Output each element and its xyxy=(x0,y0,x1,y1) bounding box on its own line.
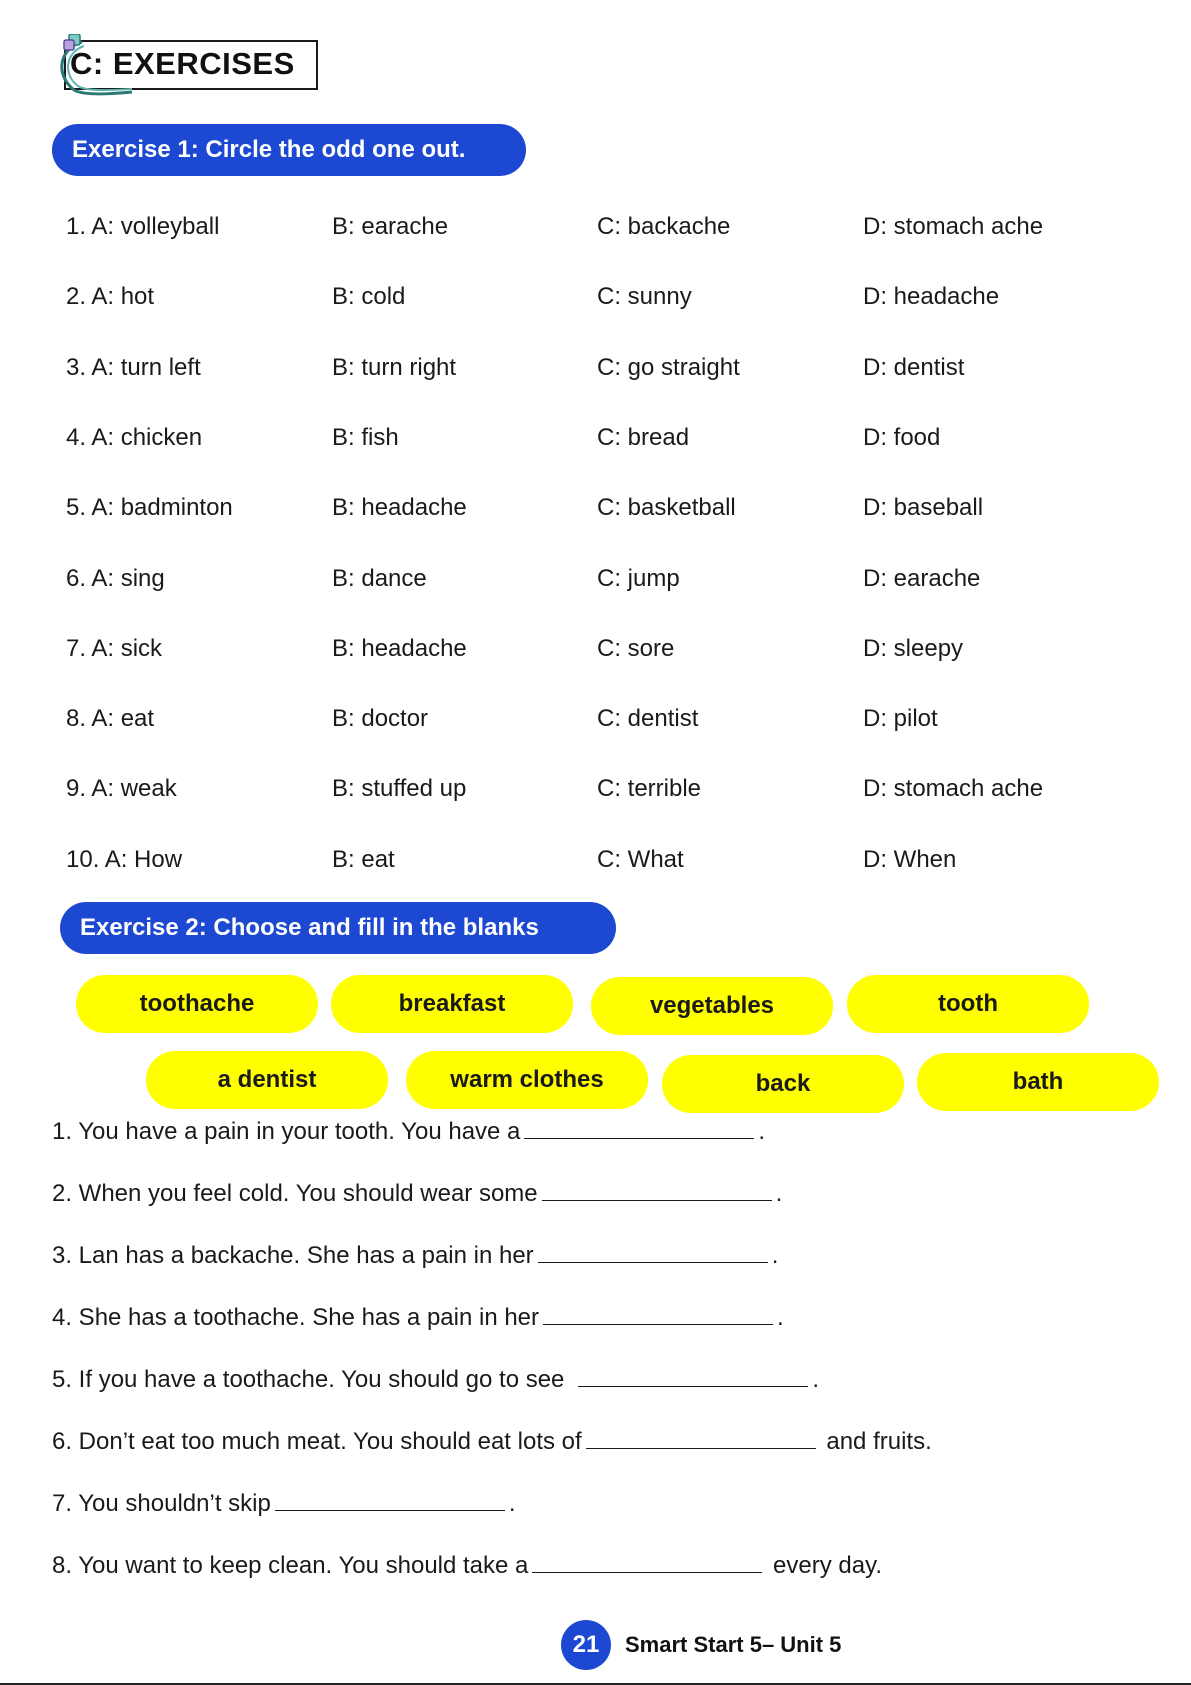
option-a[interactable]: 5. A: badminton xyxy=(66,494,233,522)
answer-blank[interactable] xyxy=(543,1300,773,1325)
option-b[interactable]: B: dance xyxy=(332,564,427,592)
option-a[interactable]: 3. A: turn left xyxy=(66,353,201,381)
option-b[interactable]: B: turn right xyxy=(332,353,457,381)
sentence-text: 8. You want to keep clean. You should take a xyxy=(52,1552,529,1579)
page-number: 21 xyxy=(561,1620,611,1670)
question-row xyxy=(0,494,1191,528)
page-footer xyxy=(561,1620,841,1670)
question-row xyxy=(0,775,1191,809)
sentence-text: 6. Don’t eat too much meat. You should eat lots of xyxy=(52,1428,582,1455)
option-c[interactable]: C: sunny xyxy=(597,283,692,311)
option-a[interactable]: 10. A: How xyxy=(66,845,183,873)
sentence-ending: . xyxy=(775,1180,783,1207)
sentence-item xyxy=(52,1300,784,1332)
question-row xyxy=(0,354,1191,388)
sentence-ending: every day. xyxy=(766,1552,882,1579)
answer-blank[interactable] xyxy=(275,1486,505,1511)
word-bank-item: breakfast xyxy=(331,975,573,1033)
sentence-ending: . xyxy=(812,1366,820,1393)
option-c[interactable]: C: terrible xyxy=(597,775,702,803)
option-d[interactable]: D: baseball xyxy=(863,494,984,522)
question-row xyxy=(0,565,1191,599)
word-bank-item: warm clothes xyxy=(406,1051,648,1109)
sentence-ending: . xyxy=(771,1242,779,1269)
answer-blank[interactable] xyxy=(538,1238,768,1263)
option-b[interactable]: B: headache xyxy=(332,494,467,522)
option-c[interactable]: C: bread xyxy=(597,423,690,451)
word-bank-item: tooth xyxy=(847,975,1089,1033)
sentence-item xyxy=(52,1486,516,1518)
sentence-ending: . xyxy=(508,1490,516,1517)
option-d[interactable]: D: earache xyxy=(863,564,981,592)
option-d[interactable]: D: pilot xyxy=(863,705,938,733)
sentence-item xyxy=(52,1176,782,1208)
sentence-item xyxy=(52,1238,778,1270)
answer-blank[interactable] xyxy=(542,1176,772,1201)
option-b[interactable]: B: cold xyxy=(332,283,406,311)
section-title: C: EXERCISES xyxy=(70,46,295,81)
question-row xyxy=(0,213,1191,247)
answer-blank[interactable] xyxy=(524,1114,754,1139)
sentence-ending: . xyxy=(758,1118,766,1145)
answer-blank[interactable] xyxy=(578,1362,808,1387)
option-b[interactable]: B: eat xyxy=(332,845,395,873)
exercise-2-heading: Exercise 2: Choose and fill in the blanks xyxy=(60,902,616,954)
option-d[interactable]: D: sleepy xyxy=(863,634,964,662)
sentence-ending: and fruits. xyxy=(819,1428,932,1455)
option-b[interactable]: B: headache xyxy=(332,634,467,662)
option-d[interactable]: D: stomach ache xyxy=(863,213,1044,240)
option-a[interactable]: 2. A: hot xyxy=(66,283,155,311)
option-b[interactable]: B: fish xyxy=(332,423,399,451)
option-c[interactable]: C: What xyxy=(597,845,684,873)
option-d[interactable]: D: headache xyxy=(863,283,1000,311)
question-row xyxy=(0,635,1191,669)
sentence-text: 1. You have a pain in your tooth. You have a xyxy=(52,1118,521,1145)
word-bank-item: toothache xyxy=(76,975,318,1033)
option-d[interactable]: D: dentist xyxy=(863,353,965,381)
option-a[interactable]: 7. A: sick xyxy=(66,634,163,662)
option-a[interactable]: 4. A: chicken xyxy=(66,423,203,451)
option-d[interactable]: D: When xyxy=(863,845,957,873)
option-a[interactable]: 1. A: volleyball xyxy=(66,213,220,240)
exercise-1-heading: Exercise 1: Circle the odd one out. xyxy=(52,124,526,176)
option-c[interactable]: C: sore xyxy=(597,634,675,662)
option-b[interactable]: B: earache xyxy=(332,213,449,240)
sentence-text: 2. When you feel cold. You should wear some xyxy=(52,1180,538,1207)
section-header xyxy=(52,34,322,96)
option-b[interactable]: B: stuffed up xyxy=(332,775,467,803)
sentence-text: 7. You shouldn’t skip xyxy=(52,1490,271,1517)
answer-blank[interactable] xyxy=(586,1424,816,1449)
sentence-item xyxy=(52,1424,932,1456)
footer-label: Smart Start 5– Unit 5 xyxy=(625,1632,842,1657)
option-c[interactable]: C: backache xyxy=(597,213,731,240)
option-a[interactable]: 6. A: sing xyxy=(66,564,165,592)
sentence-text: 4. She has a toothache. She has a pain in her xyxy=(52,1304,540,1331)
option-d[interactable]: D: stomach ache xyxy=(863,775,1044,803)
option-c[interactable]: C: dentist xyxy=(597,705,699,733)
sentence-item xyxy=(52,1114,765,1146)
question-row xyxy=(0,283,1191,317)
sentence-text: 5. If you have a toothache. You should go to see xyxy=(52,1366,565,1393)
option-b[interactable]: B: doctor xyxy=(332,705,429,733)
sentence-text: 3. Lan has a backache. She has a pain in her xyxy=(52,1242,534,1269)
word-bank-item: back xyxy=(662,1055,904,1113)
option-c[interactable]: C: basketball xyxy=(597,494,736,522)
sentence-item xyxy=(52,1548,882,1580)
option-a[interactable]: 8. A: eat xyxy=(66,705,155,733)
question-row xyxy=(0,424,1191,458)
question-row xyxy=(0,846,1191,880)
word-bank-item: a dentist xyxy=(146,1051,388,1109)
answer-blank[interactable] xyxy=(532,1548,762,1573)
sentence-ending: . xyxy=(777,1304,784,1331)
option-a[interactable]: 9. A: weak xyxy=(66,775,177,803)
option-d[interactable]: D: food xyxy=(863,423,941,451)
option-c[interactable]: C: go straight xyxy=(597,353,740,381)
question-row xyxy=(0,705,1191,739)
sentence-item xyxy=(52,1362,819,1394)
word-bank-item: bath xyxy=(917,1053,1159,1111)
option-c[interactable]: C: jump xyxy=(597,564,680,592)
word-bank-item: vegetables xyxy=(591,977,833,1035)
